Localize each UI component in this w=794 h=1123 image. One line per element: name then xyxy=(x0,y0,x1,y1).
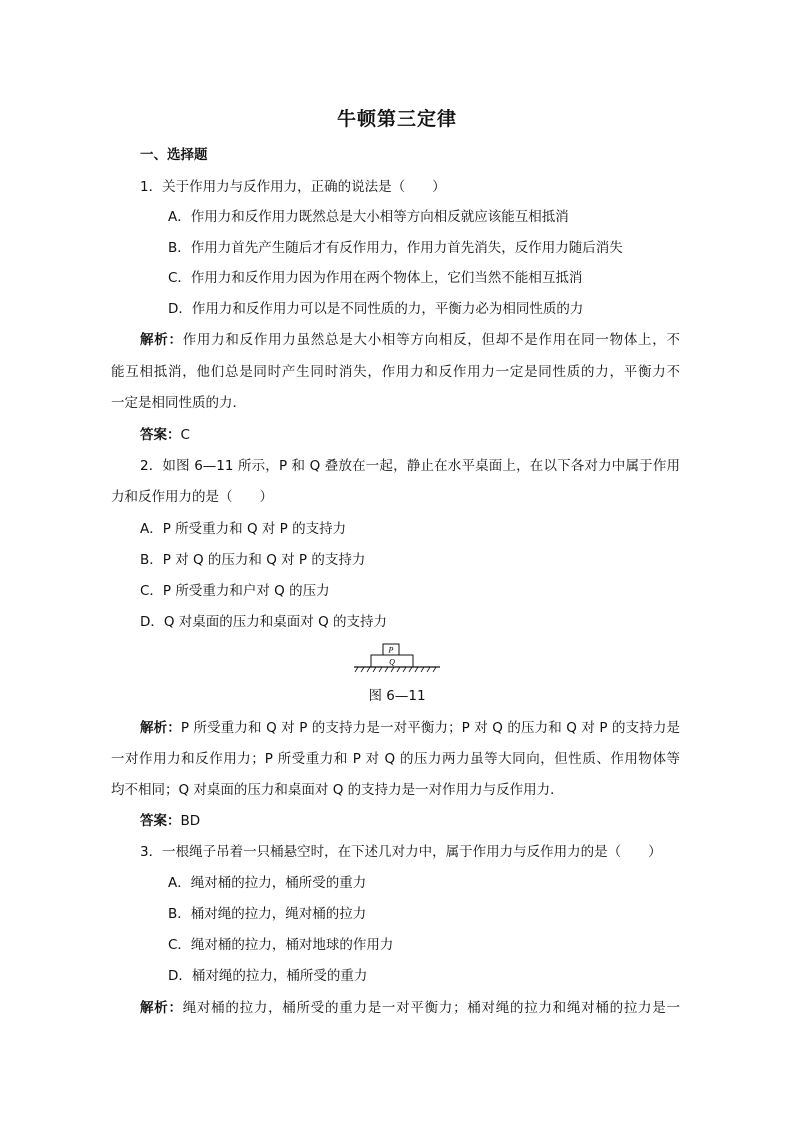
section-heading: 一、选择题 xyxy=(140,147,208,163)
question-3-stem: 3．一根绳子吊着一只桶悬空时，在下述几对力中，属于作用力与反作用力的是（ ） xyxy=(140,844,662,860)
question-3-option-d: D．桶对绳的拉力，桶所受的重力 xyxy=(168,968,368,984)
question-1-analysis-line-1: 解析：作用力和反作用力虽然总是大小相等方向相反，但却不是作用在同一物体上，不 xyxy=(140,332,681,348)
question-2-option-b: B．P 对 Q 的压力和 Q 对 P 的支持力 xyxy=(140,552,366,568)
question-3-analysis-line-1: 解析：绳对桶的拉力，桶所受的重力是一对平衡力；桶对绳的拉力和绳对桶的拉力是一 xyxy=(140,1000,681,1016)
question-2-option-a: A．P 所受重力和 Q 对 P 的支持力 xyxy=(140,521,347,537)
question-1-option-a: A．作用力和反作用力既然总是大小相等方向相反就应该能互相抵消 xyxy=(168,209,569,225)
analysis-label: 解析： xyxy=(140,332,183,348)
stacked-blocks-figure xyxy=(352,640,442,674)
question-2-option-c: C．P 所受重力和户对 Q 的压力 xyxy=(140,583,330,599)
question-3-option-c: C．绳对桶的拉力，桶对地球的作用力 xyxy=(168,937,394,953)
figure-caption: 图 6—11 xyxy=(368,688,426,704)
analysis-label: 解析： xyxy=(140,1000,183,1016)
question-1-option-d: D．作用力和反作用力可以是不同性质的力，平衡力必为相同性质的力 xyxy=(168,301,584,317)
block-p-label: P xyxy=(388,645,394,655)
question-2-stem-line-2: 力和反作用力的是（ ） xyxy=(111,489,273,505)
question-2-answer xyxy=(140,811,200,831)
question-3-option-b: B．桶对绳的拉力，绳对桶的拉力 xyxy=(168,906,367,922)
question-1-option-b: B．作用力首先产生随后才有反作用力，作用力首先消失，反作用力随后消失 xyxy=(168,240,623,256)
question-1-answer xyxy=(140,425,190,445)
answer-value: BD xyxy=(180,813,201,829)
question-1-stem: 1．关于作用力与反作用力，正确的说法是（ ） xyxy=(140,179,446,195)
answer-value: C xyxy=(180,427,190,443)
answer-label: 答案： xyxy=(140,813,181,829)
question-2-analysis-line-1: 解析：P 所受重力和 Q 对 P 的支持力是一对平衡力；P 对 Q 的压力和 Q 对 P 的支持力是 xyxy=(140,720,681,736)
surface-hatching xyxy=(355,667,436,672)
answer-label: 答案： xyxy=(140,427,181,443)
question-1-analysis-line-3: 一定是相同性质的力． xyxy=(111,395,246,411)
question-1-option-c: C．作用力和反作用力因为作用在两个物体上，它们当然不能相互抵消 xyxy=(168,270,583,286)
block-q-label: Q xyxy=(389,657,395,667)
question-2-analysis-line-3: 均不相同；Q 对桌面的压力和桌面对 Q 的支持力是一对作用力与反作用力． xyxy=(111,782,564,798)
analysis-label: 解析： xyxy=(140,720,181,736)
page-title: 牛顿第三定律 xyxy=(336,108,457,130)
question-2-analysis-line-2: 一对作用力和反作用力；P 所受重力和 P 对 Q 的压力两力虽等大同向，但性质、作用物体等 xyxy=(111,751,680,767)
question-1-analysis-line-2: 能互相抵消，他们总是同时产生同时消失，作用力和反作用力一定是同性质的力，平衡力不 xyxy=(111,364,680,380)
question-3-option-a: A．绳对桶的拉力，桶所受的重力 xyxy=(168,875,367,891)
question-2-stem-line-1: 2．如图 6—11 所示，P 和 Q 叠放在一起，静止在水平桌面上，在以下各对力中属于作用 xyxy=(140,458,680,474)
question-2-option-d: D．Q 对桌面的压力和桌面对 Q 的支持力 xyxy=(140,614,388,630)
